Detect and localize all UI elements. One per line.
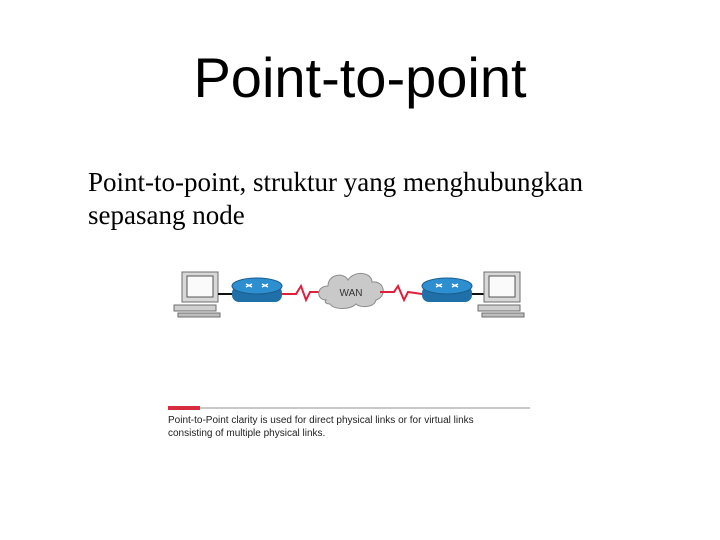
right-router-icon xyxy=(422,278,472,302)
caption-divider xyxy=(168,407,530,409)
diagram-caption: Point-to-Point clarity is used for direct physical links or for virtual links consisting of multiple physical links. xyxy=(168,415,474,439)
left-computer-icon xyxy=(174,272,220,317)
right-computer-icon xyxy=(478,272,524,317)
left-serial-link xyxy=(282,286,322,300)
wan-label: WAN xyxy=(339,288,363,299)
right-serial-link xyxy=(380,286,422,300)
slide-title: Point-to-point xyxy=(193,46,527,109)
slide-body-text: Point-to-point, struktur yang menghubungkan sepasang node xyxy=(88,167,583,230)
wan-cloud-icon xyxy=(319,273,384,308)
network-diagram xyxy=(168,262,538,322)
caption-accent-bar xyxy=(168,406,200,410)
left-router-icon xyxy=(232,278,282,302)
